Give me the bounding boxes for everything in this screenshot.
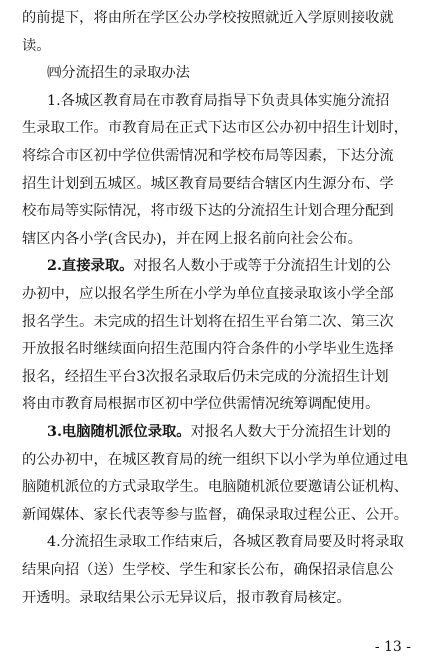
text-line: 报名学生。未完成的招生计划将在招生平台第二次、第三次 xyxy=(22,313,394,330)
text-line: 办初中，应以报名学生所在小学为单位直接录取该小学全部 xyxy=(22,286,394,302)
text-line: 生录取工作。市教育局在正式下达市区公办初中招生计划时， xyxy=(22,120,409,137)
item-3-first-line xyxy=(47,422,414,442)
text-line: 的前提下，将由所在学区公办学校按照就近入学原则接收就 xyxy=(22,10,394,26)
text-line: 结果向招（送）生学校、学生和家长公布，确保招录信息公 xyxy=(22,562,394,578)
text-line: 将综合市区初中学位供需情况和学校布局等因素，下达分流 xyxy=(22,148,394,164)
text-line: 1.各城区教育局在市教育局指导下负责具体实施分流招 xyxy=(47,92,390,109)
text-line: 4.分流招生录取工作结束后，各城区教育局要及时将录取 xyxy=(47,534,404,551)
text-line: 脑随机派位的方式录取学生。电脑随机派位要邀请公证机构、 xyxy=(22,479,409,496)
item-2-text: 对报名人数小于或等于分流招生计划的公 xyxy=(133,258,391,275)
section-heading: ㈣分流招生的录取办法 xyxy=(47,65,190,82)
page-number: - 13 - xyxy=(374,639,411,655)
text-line: 的公办初中，在城区教育局的统一组织下以小学为单位通过电 xyxy=(22,451,409,468)
item-3-heading: 3.电脑随机派位录取。 xyxy=(47,424,191,440)
text-line: 读。 xyxy=(22,37,51,54)
text-line: 报名，经招生平台3次报名录取后仍未完成的分流招生计划 xyxy=(22,368,389,385)
text-line: 新闻媒体、家长代表等参与监督，确保录取过程公正、公开。 xyxy=(22,506,409,523)
item-3-text: 对报名人数大于分流招生计划的 xyxy=(190,424,391,440)
item-2-first-line xyxy=(47,256,414,276)
text-line: 开放报名时继续面向招生范围内符合条件的小学毕业生选择 xyxy=(22,341,394,358)
item-2-heading: 2.直接录取。 xyxy=(47,258,134,275)
text-line: 校布局等实际情况，将市级下达的分流招生计划合理分配到 xyxy=(22,203,394,220)
text-line: 将由市教育局根据市区初中学位供需情况统筹调配使用。 xyxy=(22,396,380,413)
text-line: 辖区内各小学(含民办)，并在网上报名前向社会公布。 xyxy=(22,230,362,247)
text-line: 招生计划到五城区。城区教育局要结合辖区内生源分布、学 xyxy=(22,175,394,192)
text-line: 开透明。录取结果公示无异议后，报市教育局核定。 xyxy=(22,589,351,606)
